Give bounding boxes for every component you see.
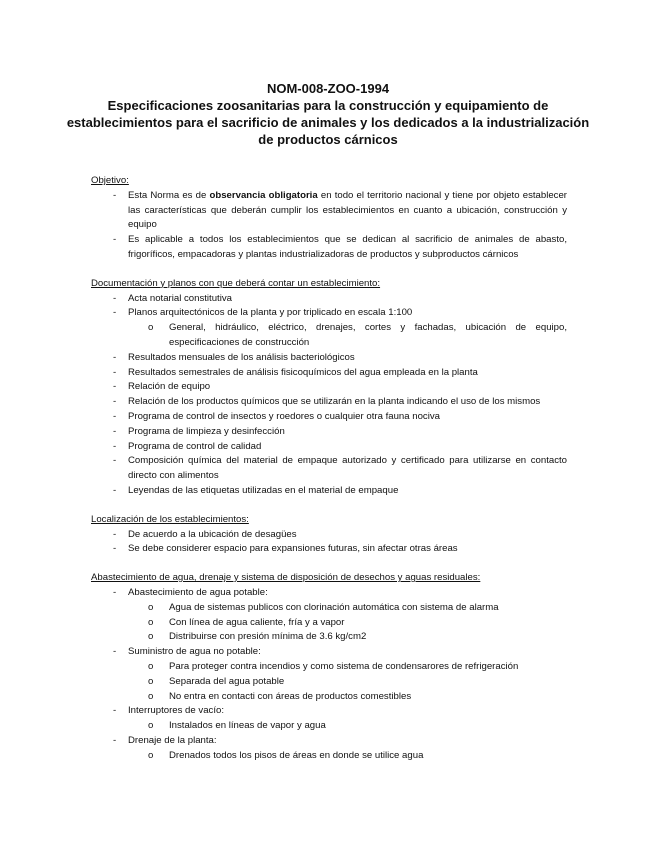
list-item: - Composición química del material de empaque autorizado y certificado para utilizarse en contacto directo con alimentos (91, 454, 567, 484)
list-item: - Resultados mensuales de los análisis bacteriológicos (91, 351, 567, 366)
norm-code: NOM-008-ZOO-1994 (266, 81, 390, 96)
list-item: - Leyendas de las etiquetas utilizadas en el material de empaque (91, 484, 567, 499)
list-item (91, 704, 567, 734)
section-heading: Documentación y planos con que deberá contar un establecimiento: (91, 277, 381, 289)
list-item (91, 734, 567, 764)
list-item (91, 586, 567, 645)
list-item (91, 189, 567, 233)
text-run: en todo el territorio nacional y tiene por objeto establecer las características que deberán cumplir los establecimientos en cuanto a ubicación, construcción y equipo (128, 189, 567, 231)
bullet-list (91, 586, 567, 764)
section-localizacion (91, 513, 567, 557)
list-item: - Programa de control de insectos y roedores o cualquier otra fauna nociva (91, 410, 567, 425)
list-item-text: Interruptores de vacío: (128, 705, 224, 717)
sub-list-item: o Drenados todos los pisos de áreas en donde se utilice agua (128, 749, 567, 764)
title-block (60, 80, 596, 148)
sub-list (128, 719, 567, 734)
list-item: - Es aplicable a todos los establecimientos que se dedican al sacrificio de animales de abasto, frigoríficos, empacadoras y plantas industrializadoras de productos y subproductos cárnicos (91, 233, 567, 263)
list-item: - Relación de equipo (91, 380, 567, 395)
sub-list (128, 749, 567, 764)
sub-list-item: o Distribuirse con presión mínima de 3.6 kg/cm2 (128, 630, 567, 645)
bold-text: observancia obligatoria (209, 189, 318, 201)
list-item-text: Drenaje de la planta: (128, 734, 217, 746)
list-item: - Programa de control de calidad (91, 440, 567, 455)
document-body (91, 174, 567, 777)
sub-list-item: o Separada del agua potable (128, 675, 567, 690)
list-item (91, 645, 567, 704)
sub-list-item: o Agua de sistemas publicos con clorinación automática con sistema de alarma (128, 601, 567, 616)
text-run: Esta Norma es de (128, 189, 210, 201)
list-item: - Programa de limpieza y desinfección (91, 425, 567, 440)
sub-list-item: o No entra en contacti con áreas de productos comestibles (128, 690, 567, 705)
section-heading: Objetivo: (91, 175, 129, 186)
list-item-text: Planos arquitectónicos de la planta y por triplicado en escala 1:100 (128, 307, 413, 319)
section-abastecimiento (91, 571, 567, 763)
norm-title: Especificaciones zoosanitarias para la construcción y equipamiento de establecimientos para el sacrificio de animales y los dedicados a la industrialización de productos cárnicos (66, 98, 590, 147)
sub-list-item: o Para proteger contra incendios y como sistema de condensarores de refrigeración (128, 660, 567, 675)
section-documentacion (91, 277, 567, 499)
list-item (91, 306, 567, 350)
list-item: - Acta notarial constitutiva (91, 292, 567, 307)
list-item: - Relación de los productos químicos que se utilizarán en la planta indicando el uso de los mismos (91, 395, 567, 410)
bullet-list (91, 528, 567, 558)
section-objetivo (91, 174, 567, 263)
sub-list (128, 601, 567, 645)
section-heading: Abastecimiento de agua, drenaje y sistema de disposición de desechos y aguas residuales: (91, 572, 481, 584)
bullet-list (91, 292, 567, 499)
sub-list-item: o General, hidráulico, eléctrico, drenajes, cortes y fachadas, ubicación de equipo, especificaciones de construcción (128, 321, 567, 351)
list-item-text: Suministro de agua no potable: (128, 646, 261, 658)
sub-list (128, 321, 567, 351)
list-item: - Se debe considerer espacio para expansiones futuras, sin afectar otras áreas (91, 542, 567, 557)
list-item-text: Abastecimiento de agua potable: (128, 586, 268, 598)
list-item: - Resultados semestrales de análisis fisicoquímicos del agua empleada en la planta (91, 366, 567, 381)
sub-list-item: o Con línea de agua caliente, fría y a vapor (128, 616, 567, 631)
section-heading: Localización de los establecimientos: (91, 513, 249, 525)
list-item: - De acuerdo a la ubicación de desagües (91, 528, 567, 543)
sub-list-item: o Instalados en líneas de vapor y agua (128, 719, 567, 734)
bullet-list (91, 189, 567, 263)
sub-list (128, 660, 567, 704)
